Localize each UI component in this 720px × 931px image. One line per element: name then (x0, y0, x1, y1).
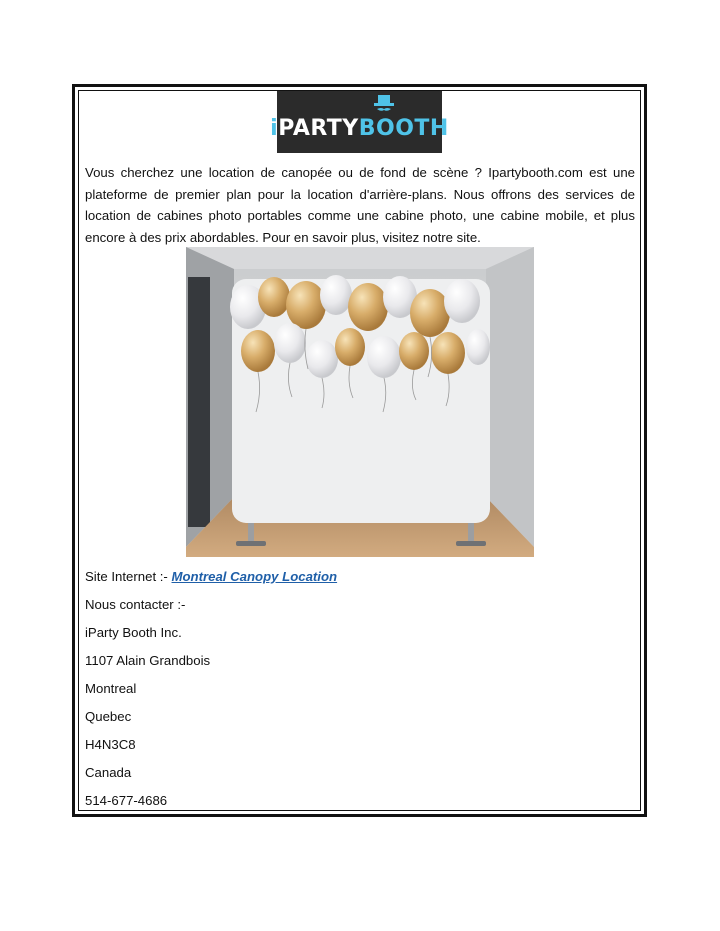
city: Montreal (85, 681, 137, 696)
province: Quebec (85, 709, 132, 724)
iparty-booth-logo (270, 91, 449, 153)
top-hat-mustache-icon (372, 95, 396, 113)
intro-paragraph: Vous cherchez une location de canopée ou de fond de scène ? Ipartybooth.com est une plateforme de premier plan pour la location d'arrière-plans. Nous offrons des services de location de cabines photo portables comme une cabine photo, une cabine mobile, et plus encore à des prix abordables. Pour en savoir plus, visitez notre site. (85, 165, 635, 245)
logo-brand-prefix: i (270, 115, 279, 141)
website-label: Site Internet :- (85, 569, 172, 584)
logo-brand-party: PARTY (278, 115, 359, 141)
street-address: 1107 Alain Grandbois (85, 653, 211, 668)
country: Canada (85, 765, 132, 780)
logo-brand-booth: BOOTH (358, 115, 449, 141)
contact-heading: Nous contacter :- (85, 597, 186, 612)
phone-number: 514-677-4686 (85, 793, 168, 808)
canopy-backdrop-photo (186, 247, 534, 557)
montreal-canopy-location-link[interactable]: Montreal Canopy Location (171, 569, 338, 584)
logo-wordmark (270, 116, 449, 141)
postal-code: H4N3C8 (85, 737, 136, 752)
website-line (85, 569, 337, 584)
company-name: iParty Booth Inc. (85, 625, 182, 640)
